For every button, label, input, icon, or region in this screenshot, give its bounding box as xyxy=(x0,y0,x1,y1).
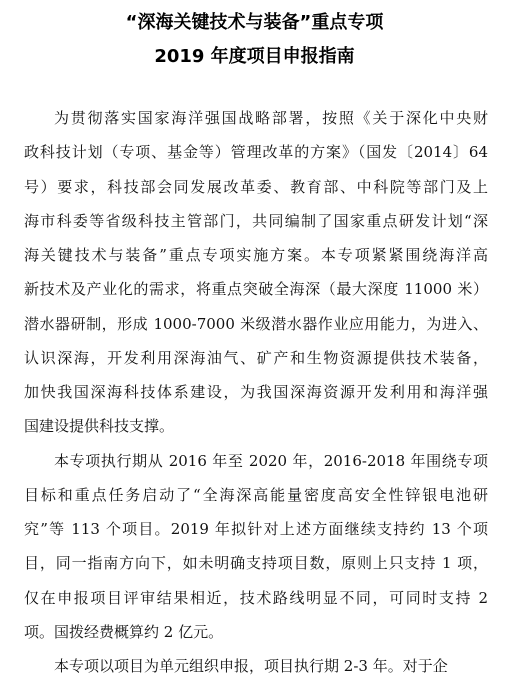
paragraph-1-line: 号）要求，科技部会同发展改革委、教育部、中科院等部门及上 xyxy=(24,178,488,196)
paragraph-2-line: 目标和重点任务启动了“全海深高能量密度高安全性锌银电池研 xyxy=(24,486,488,504)
document-title: “深海关键技术与装备”重点专项 xyxy=(125,12,384,33)
paragraph-2-line: 仅在申报项目评审结果相近，技术路线明显不同，可同时支持 2 xyxy=(24,589,488,607)
paragraph-1-line: 加快我国深海科技体系建设，为我国深海资源开发利用和海洋强 xyxy=(24,383,488,401)
paragraph-2-line: 究”等 113 个项目。2019 年拟针对上述方面继续支持约 13 个项 xyxy=(24,520,488,538)
paragraph-1-line: 潜水器研制，形成 1000-7000 米级潜水器作业应用能力，为进入、 xyxy=(24,315,488,333)
paragraph-2-line: 项。国拨经费概算约 2 亿元。 xyxy=(24,623,224,641)
paragraph-3-line: 本专项以项目为单元组织申报，项目执行期 2-3 年。对于企 xyxy=(54,657,448,675)
document-subtitle: 2019 年度项目申报指南 xyxy=(154,46,355,67)
paragraph-1-line: 为贯彻落实国家海洋强国战略部署，按照《关于深化中央财 xyxy=(54,109,488,127)
paragraph-1-line: 新技术及产业化的需求，将重点突破全海深（最大深度 11000 米） xyxy=(24,280,488,298)
paragraph-1-line: 国建设提供科技支撑。 xyxy=(24,417,175,435)
paragraph-2-line: 本专项执行期从 2016 年至 2020 年，2016-2018 年围绕专项 xyxy=(54,452,488,470)
paragraph-2-line: 目，同一指南方向下，如未明确支持项目数，原则上只支持 1 项， xyxy=(24,554,488,572)
paragraph-1-line: 海市科委等省级科技主管部门，共同编制了国家重点研发计划“深 xyxy=(24,212,488,230)
paragraph-1-line: 认识深海，开发利用深海油气、矿产和生物资源提供技术装备， xyxy=(24,349,488,367)
paragraph-1-line: 政科技计划（专项、基金等）管理改革的方案》（国发〔2014〕64 xyxy=(24,143,488,161)
paragraph-1-line: 海关键技术与装备”重点专项实施方案。本专项紧紧围绕海洋高 xyxy=(24,246,488,264)
